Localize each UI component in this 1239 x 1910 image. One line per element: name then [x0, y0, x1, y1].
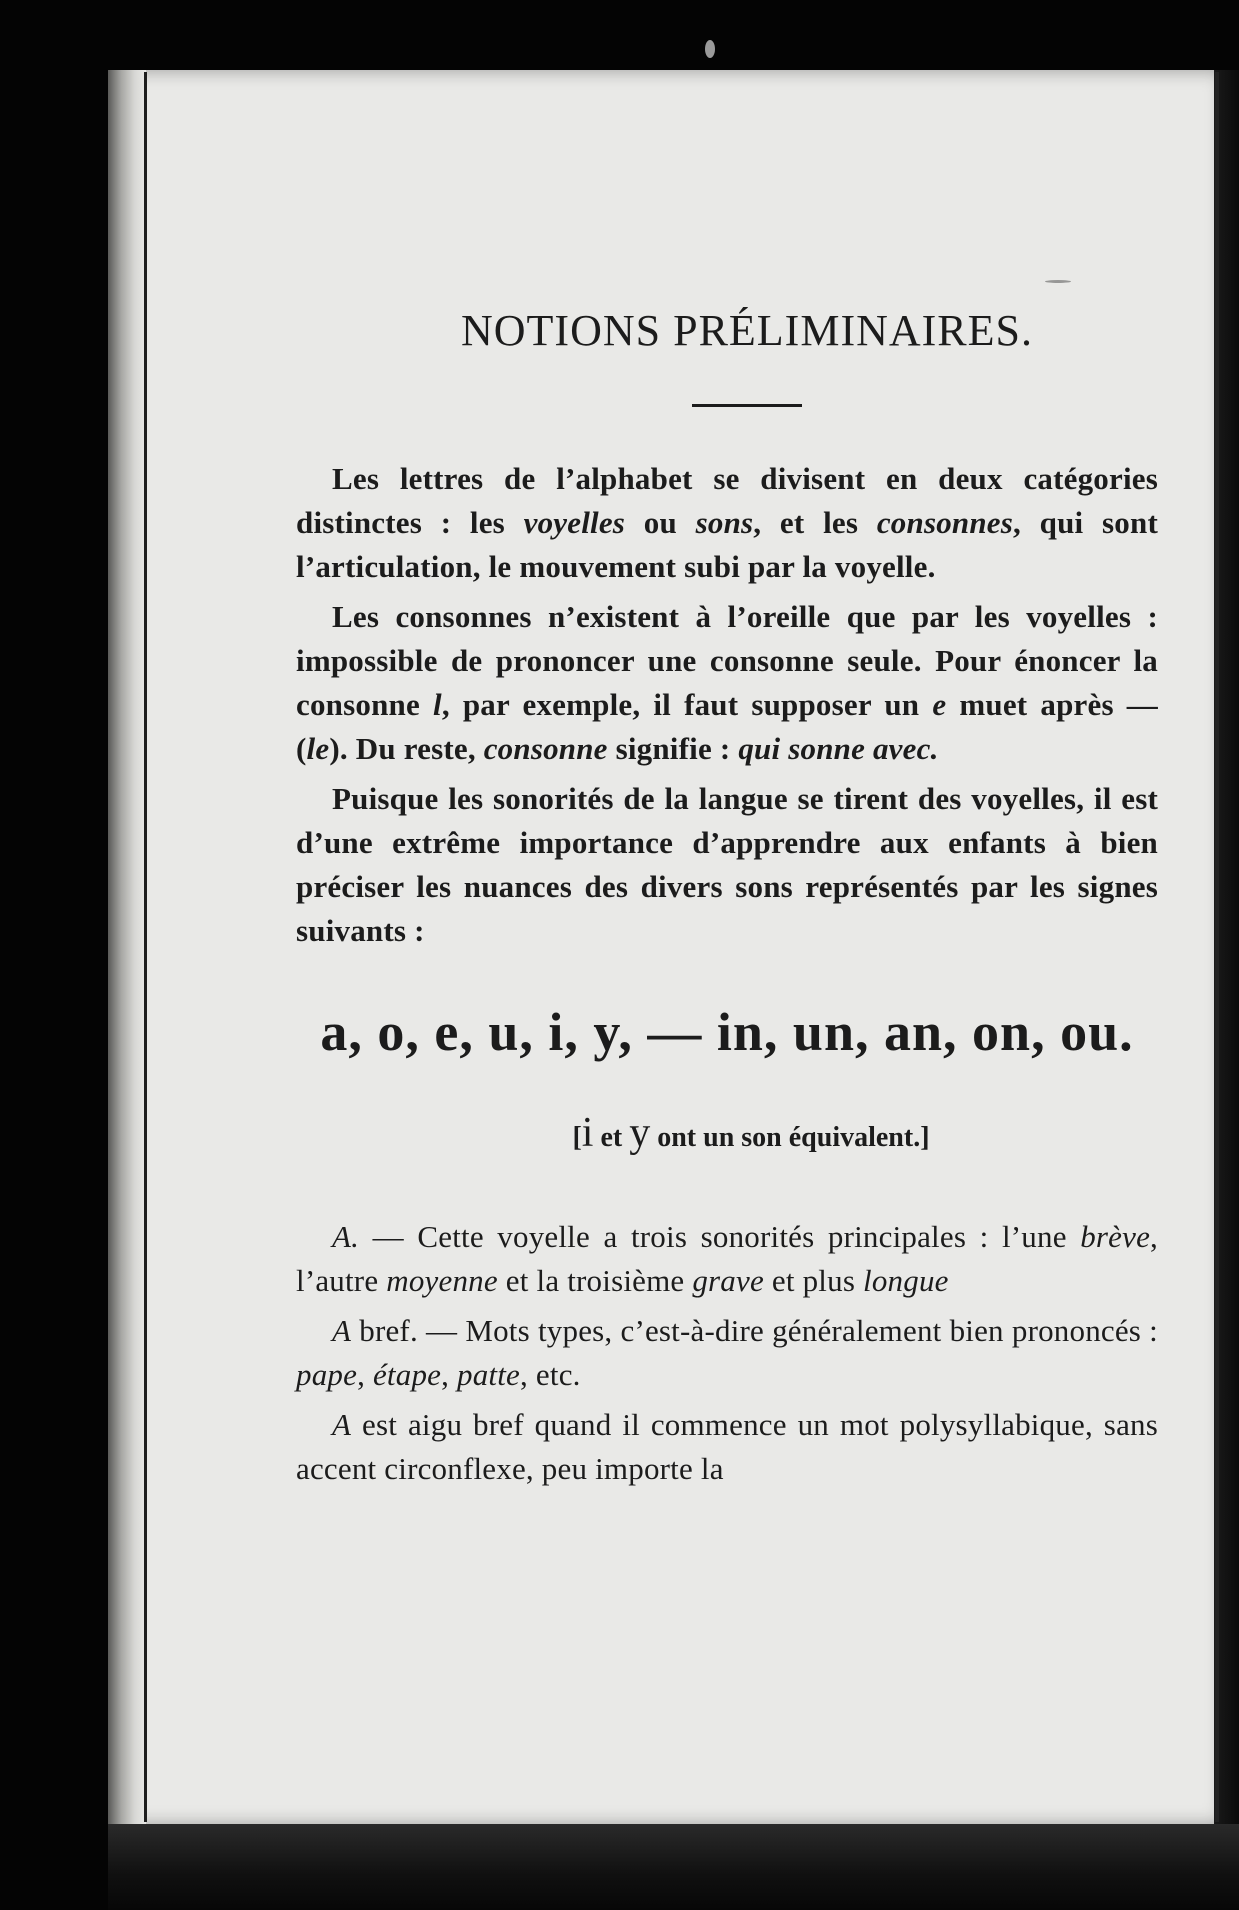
- italic-text: sons: [695, 505, 754, 540]
- ink-speck: [1045, 280, 1071, 283]
- text-run: et la troisième: [497, 1263, 693, 1298]
- paragraph-a-aigu: [296, 1403, 1158, 1491]
- text-run: , et les: [753, 505, 877, 540]
- bracket-open: [: [572, 1122, 582, 1153]
- text-run: ont un son équivalent.]: [650, 1122, 930, 1153]
- text-run: et: [593, 1122, 630, 1153]
- paragraph-letters: [296, 457, 1158, 589]
- text-run: ). Du reste,: [329, 731, 484, 766]
- italic-text: A: [332, 1407, 352, 1442]
- paragraph-a-bref: [296, 1309, 1158, 1397]
- italic-text: consonnes: [876, 505, 1014, 540]
- paragraph-sonorities: Puisque les sonorités de la langue se tirent des voyelles, il est d’une extrême importance d’apprendre aux enfants à bien préciser les nuances des divers sons représentés par les signes suivants :: [296, 781, 1158, 948]
- italic-text: étape: [372, 1357, 442, 1392]
- text-run: Les consonnes n’existent à l’oreille que par les voyelles : impossible de prononcer une consonne seule. Pour énoncer la consonne: [296, 599, 1158, 722]
- text-run: , qui sont l’articulation, le mouvement subi par la voyelle.: [296, 505, 1158, 584]
- left-border-line: [144, 72, 147, 1822]
- paragraph-a-sonorities: [296, 1215, 1158, 1303]
- text-run: bref. — Mots types, c’est-à-dire généralement bien prononcés :: [351, 1313, 1158, 1348]
- text-run: signifie :: [607, 731, 739, 766]
- bottom-scan-edge: [108, 1824, 1239, 1910]
- vowel-list: a, o, e, u, i, y, — in, un, an, on, ou.: [320, 1002, 1134, 1062]
- text-run: , par exemple, il faut supposer un: [441, 687, 933, 722]
- text-run: , etc.: [520, 1357, 581, 1392]
- text-run: — Cette voyelle a trois sonorités principales : l’une: [359, 1219, 1081, 1254]
- text-run: et plus: [763, 1263, 864, 1298]
- italic-text: le: [306, 731, 330, 766]
- italic-text: pape: [296, 1357, 358, 1392]
- text-run: ,: [357, 1357, 373, 1392]
- equivalence-note: [344, 1109, 1158, 1157]
- italic-text: consonne: [483, 731, 608, 766]
- page-title: NOTIONS PRÉLIMINAIRES.: [461, 306, 1033, 355]
- text-run: est aigu bref quand il commence un mot polysyllabique, sans accent circonflexe, peu importe la: [296, 1407, 1158, 1486]
- ink-speck: [705, 40, 715, 58]
- italic-text: qui sonne avec.: [738, 731, 939, 766]
- text-run: muet après — (: [296, 687, 1158, 766]
- italic-text: moyenne: [386, 1263, 498, 1298]
- italic-text: patte: [457, 1357, 521, 1392]
- paragraph-consonants: [296, 595, 1158, 771]
- page-content: [296, 305, 1158, 1491]
- italic-text: longue: [863, 1263, 949, 1298]
- right-border-line: [1215, 72, 1219, 1822]
- text-run: Les lettres de l’alphabet se divisent en deux catégories distinctes : les: [296, 461, 1158, 540]
- italic-text: A.: [332, 1219, 360, 1254]
- italic-text: e: [932, 687, 947, 722]
- page-binding-edge: [108, 70, 146, 1825]
- italic-text: grave: [692, 1263, 764, 1298]
- italic-text: A: [332, 1313, 352, 1348]
- text-run: ou: [625, 505, 696, 540]
- text-run: , l’autre: [296, 1219, 1158, 1298]
- title-rule: [692, 404, 802, 407]
- italic-text: l: [433, 687, 442, 722]
- italic-text: voyelles: [523, 505, 626, 540]
- italic-text: brève: [1080, 1219, 1151, 1254]
- letter-i: i: [581, 1110, 594, 1156]
- letter-y: y: [629, 1110, 651, 1156]
- text-run: ,: [441, 1357, 458, 1392]
